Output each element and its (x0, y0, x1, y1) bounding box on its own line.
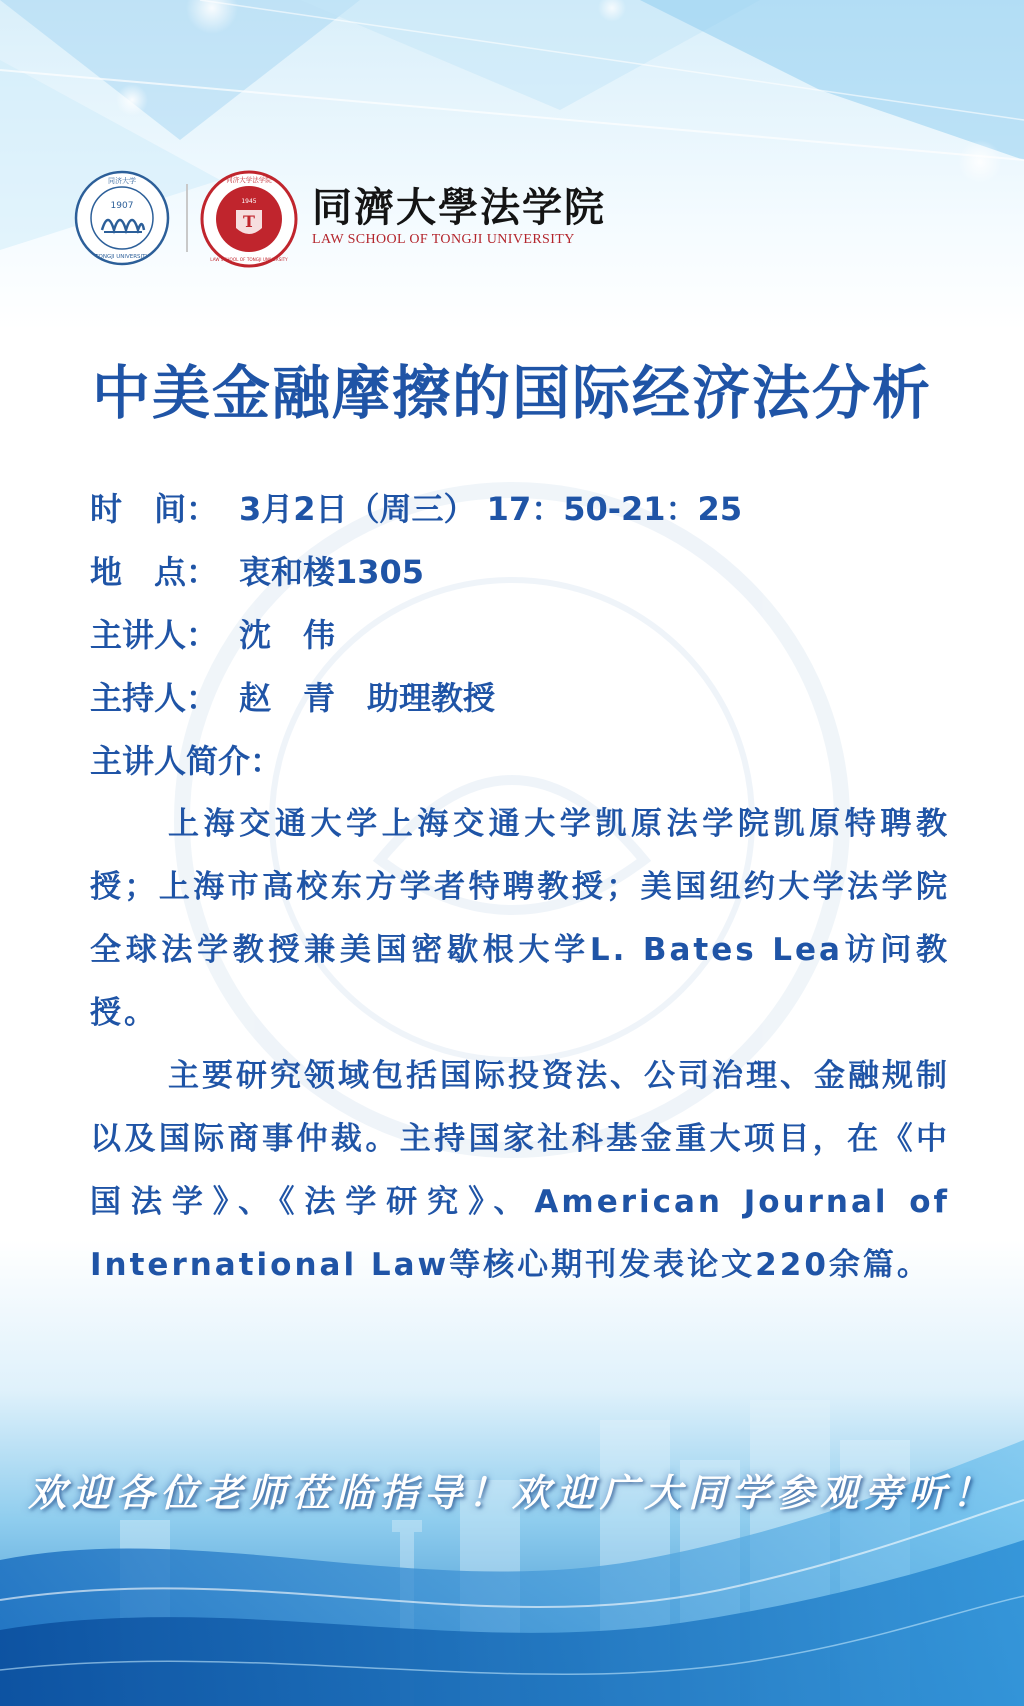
place-label: 地 点： (90, 553, 219, 591)
logo-header (74, 168, 634, 272)
host-value: 赵 青 助理教授 (239, 679, 496, 717)
svg-text:LAW SCHOOL OF TONGJI UNIVERSIT: LAW SCHOOL OF TONGJI UNIVERSITY (210, 257, 288, 262)
law-school-seal-icon (200, 170, 298, 268)
svg-text:1945: 1945 (241, 198, 257, 205)
place-value: 衷和楼1305 (239, 553, 425, 591)
speaker-label: 主讲人： (90, 616, 219, 654)
bio-heading: 主讲人简介： (90, 742, 283, 780)
time-label: 时 间： (90, 490, 219, 528)
host-label: 主持人： (90, 679, 219, 717)
time-value: 3月2日（周三） 17：50-21：25 (239, 490, 743, 528)
event-title: 中美金融摩擦的国际经济法分析 (91, 359, 932, 427)
tongji-university-seal-icon (74, 170, 170, 266)
bio-paragraph-1: 上海交通大学上海交通大学凯原法学院凯原特聘教授；上海市高校东方学者特聘教授；美国纽约大学法学院全球法学教授兼美国密歇根大学L. Bates Lea访问教授。 (90, 806, 950, 1031)
time-row (90, 478, 950, 541)
logo-divider (186, 184, 188, 252)
event-info (90, 478, 950, 1297)
school-name-english: LAW SCHOOL OF TONGJI UNIVERSITY (312, 232, 575, 247)
svg-text:1907: 1907 (110, 201, 134, 211)
host-row (90, 667, 950, 730)
speaker-row (90, 604, 950, 667)
speaker-value: 沈 伟 (239, 616, 336, 654)
svg-text:同济大学: 同济大学 (108, 177, 136, 185)
svg-text:同济大学法学院: 同济大学法学院 (226, 176, 272, 184)
bio-paragraph-2: 主要研究领域包括国际投资法、公司治理、金融规制以及国际商事仲裁。主持国家社科基金重大项目，在《中国法学》、《法学研究》、American Journal of International Law等核心期刊发表论文220余篇。 (90, 1058, 950, 1283)
svg-text:T: T (243, 212, 255, 231)
svg-text:TONGJI UNIVERSITY: TONGJI UNIVERSITY (95, 254, 149, 260)
welcome-slogan: 欢迎各位老师莅临指导！欢迎广大同学参观旁听！ (27, 1470, 996, 1515)
school-name-chinese: 同濟大學法学院 (312, 184, 606, 231)
place-row (90, 541, 950, 604)
